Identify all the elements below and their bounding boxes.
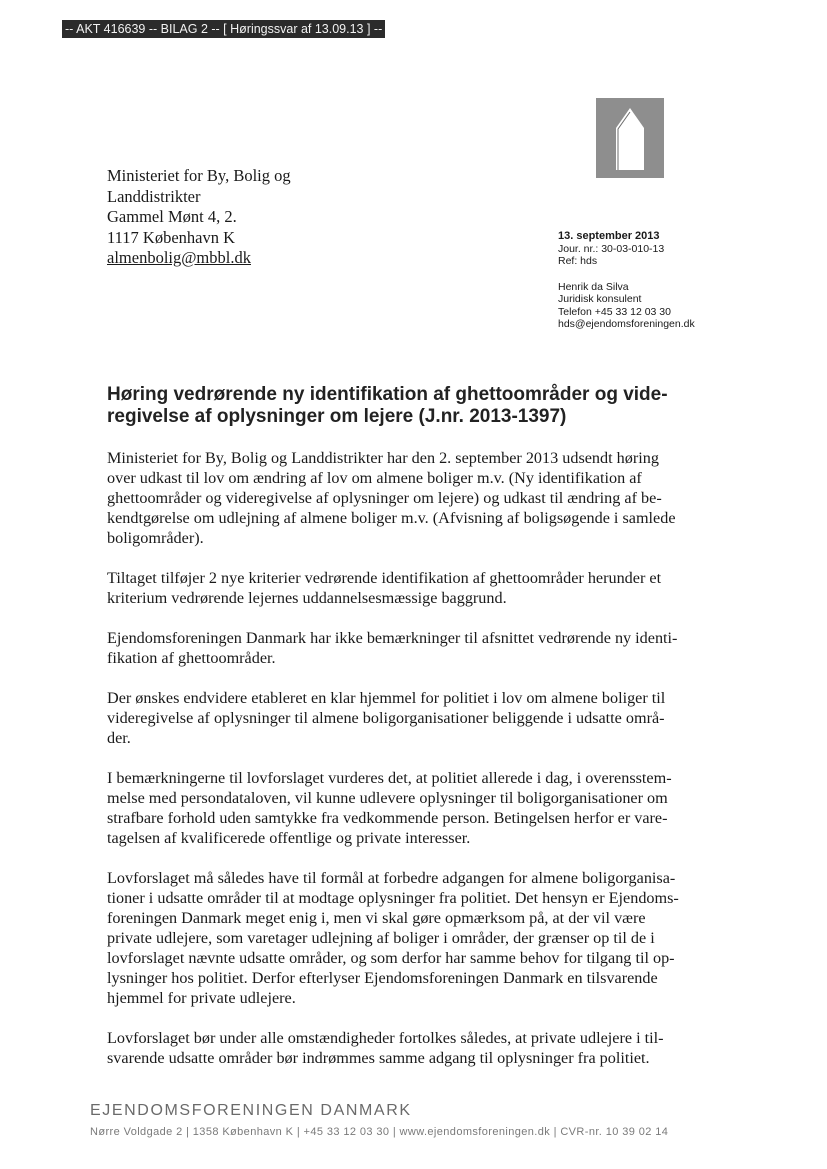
contact-email[interactable]: hds@ejendomsforeningen.dk (558, 318, 695, 330)
text-line: tioner i udsatte områder til at modtage oplysninger fra politiet. Det hensyn er Ejendoms- (107, 889, 679, 907)
paragraph (107, 568, 697, 608)
text-line: kriterium vedrørende lejernes uddannelsesmæssige baggrund. (107, 589, 507, 607)
text-line: Lovforslaget må således have til formål at forbedre adgangen for almene boligorganisa- (107, 869, 676, 887)
text-line: private udlejere, som varetager udlejning af boliger i områder, der grænser op til de i (107, 929, 655, 947)
text-line: Der ønskes endvidere etableret en klar hjemmel for politiet i lov om almene boliger til (107, 689, 666, 707)
text-line: Tiltaget tilføjer 2 nye kriterier vedrørende identifikation af ghettoområder herunder et (107, 569, 662, 587)
recipient-address (107, 166, 427, 269)
text-line: I bemærkningerne til lovforslaget vurderes det, at politiet allerede i dag, i overensstem- (107, 769, 672, 787)
letter-date: 13. september 2013 (558, 230, 660, 242)
footer-brand: EJENDOMSFORENINGEN DANMARK (90, 1102, 412, 1119)
recipient-email-link[interactable]: almenbolig@mbbl.dk (107, 248, 251, 267)
letter-body (107, 448, 697, 1088)
text-line: Ministeriet for By, Bolig og Landdistrikter har den 2. september 2013 udsendt høring (107, 449, 659, 467)
journal-number: Jour. nr.: 30-03-010-13 (558, 242, 665, 255)
text-line: der. (107, 729, 131, 747)
text-line: svarende udsatte områder bør indrømmes samme adgang til oplysninger fra politiet. (107, 1049, 650, 1067)
text-line: melse med persondataloven, vil kunne udlevere oplysninger til boligorganisationer om (107, 789, 668, 807)
paragraph (107, 868, 697, 1008)
text-line: tagelsen af kvalificerede offentlige og private interesser. (107, 829, 471, 847)
contact-phone: Telefon +45 33 12 03 30 (558, 305, 671, 318)
text-line: Lovforslaget bør under alle omstændigheder fortolkes således, at private udlejere i til- (107, 1029, 664, 1047)
recipient-line: Landdistrikter (107, 186, 201, 206)
house-logo-icon (596, 98, 664, 178)
text-line: lysninger hos politiet. Derfor efterlyser Ejendomsforeningen Danmark en tilsvarende (107, 969, 658, 987)
text-line: boligområder). (107, 529, 204, 547)
text-line: ghettoområder og videregivelse af oplysninger om lejere) og udkast til ændring af be- (107, 489, 662, 507)
text-line: fikation af ghettoområder. (107, 649, 276, 667)
paragraph (107, 628, 697, 668)
text-line: videregivelse af oplysninger til almene boligorganisationer beliggende i udsatte områ- (107, 709, 665, 727)
recipient-line: Ministeriet for By, Bolig og (107, 166, 291, 185)
text-line: strafbare forhold uden samtykke fra vedkommende person. Betingelsen herfor er vare- (107, 809, 668, 827)
contact-title: Juridisk konsulent (558, 293, 642, 305)
text-line: hjemmel for private udlejere. (107, 989, 296, 1007)
paragraph (107, 768, 697, 848)
text-line: kendtgørelse om udlejning af almene boliger m.v. (Afvisning af boligsøgende i samlede (107, 509, 676, 527)
recipient-line: Gammel Mønt 4, 2. (107, 207, 237, 226)
paragraph (107, 688, 697, 748)
text-line: foreningen Danmark meget enig i, men vi skal gøre opmærksom på, at der vil være (107, 909, 646, 927)
text-line: over udkast til lov om ændring af lov om almene boliger m.v. (Ny identifikation af (107, 469, 642, 487)
paragraph (107, 1028, 697, 1068)
letter-meta (558, 230, 798, 331)
recipient-line: 1117 København K (107, 227, 236, 247)
letter-title (107, 384, 687, 428)
title-line: regivelse af oplysninger om lejere (J.nr. 2013-1397) (107, 406, 567, 427)
title-line: Høring vedrørende ny identifikation af ghettoområder og vide- (107, 384, 668, 405)
contact-name: Henrik da Silva (558, 280, 629, 293)
reference: Ref: hds (558, 255, 598, 267)
paragraph (107, 448, 697, 548)
archive-stamp: -- AKT 416639 -- BILAG 2 -- [ Høringssvar af 13.09.13 ] -- (62, 20, 385, 38)
text-line: lovforslaget nævnte udsatte områder, og som derfor har samme behov for tilgang til op- (107, 949, 675, 967)
footer-contact-info: Nørre Voldgade 2 | 1358 København K | +45 33 12 03 30 | www.ejendomsforeningen.dk | CVR-nr. 10 39 02 14 (90, 1126, 669, 1138)
text-line: Ejendomsforeningen Danmark har ikke bemærkninger til afsnittet vedrørende ny identi- (107, 629, 678, 647)
